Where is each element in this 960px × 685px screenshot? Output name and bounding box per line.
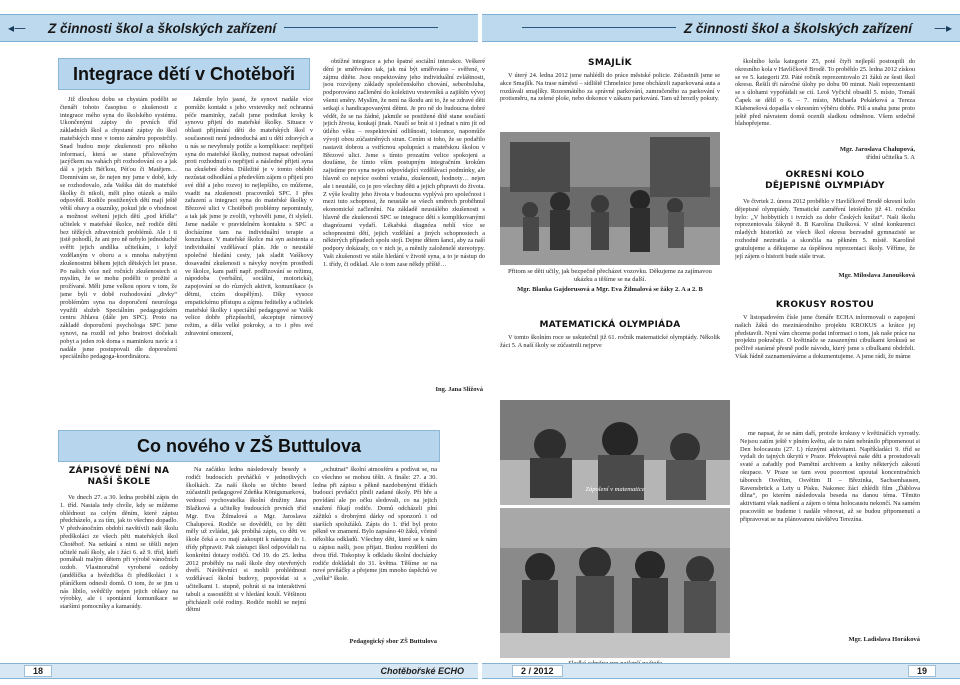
section-heading-zapisove: ZÁPISOVÉ DĚNÍ NA NAŠÍ ŠKOLE xyxy=(68,466,170,487)
arrow-left-icon: ◂— xyxy=(8,21,27,35)
article-title: Co nového v ZŠ Buttulova xyxy=(136,435,361,456)
signature: Mgr. Jaroslava Chalupová, xyxy=(839,146,915,153)
section-heading-matematicka: MATEMATICKÁ OLYMPIÁDA xyxy=(539,320,681,330)
issue-number: 2 / 2012 xyxy=(512,665,563,677)
signature: Mgr. Ladislava Horáková xyxy=(848,636,920,643)
article-text: Na začátku ledna následovaly besedy s rodiči budoucích prvňáčků v jednotlivých školkách. Za naší školu se těchto besed zúčastnili pedagogové Zdeňka Königsmarková, vedoucí vychovatelka školní družiny Jana Blažková a učitelky budoucích prvních tříd Mgr. Eva Žilmalová a Mgr. Jaroslava Chalupová. Rodiče se dověděli, co by děti měly už zvládat, jak probíhá zápis, co děti ve škole čeká a co mají zakoupit k nástupu do 1. třídy připravit. Pak zástupci škol odpovídali na konkrétní dotazy rodičů. Od 19. do 25. ledna 2012 proběhly na naší škole dny otevřených dveří. Návštěvníci si mohli prohlédnout vzdělávací školní budovy, popovídat si s učitelkami 1. stupně, pohrát si na interaktivní tabuli a zasoutěžit si v hledání koulí. Většinou přicházeli celé rodiny. Rodiče mohli se nejmí dětmi xyxy=(186,466,306,614)
header-title-right: Z činnosti škol a školských zařízení xyxy=(676,21,920,36)
signature-role: třídní učitelka 5. A xyxy=(866,154,915,161)
article-column xyxy=(500,72,720,128)
article-text: obtížné integrace a jeho špatné sociální interakce. Veškeré dění je směřováno tak, jak má být směřováno – svěřené, v zájmu dítěte. Jsou respektovány jeho individuální zvláštnosti, jsou rozvíjeny základy společenského chování, sebeobsluha, podporováno začlenění do kolektivu vrstevníků a zajištěn vývoj všemi směry. Myslím, že není na škodu ani to, že se zdravé děti setkají s handicapovanými dětmi. Je pro ně do budoucna dobré vědět, že se na žádné, jakmile se postižené dítě stane součástí jejich života, koukají jinak. Naučí se brát si i jednat s nim jít od útlého věku – respektování odlišnosti, tolerance, napomůže vývoji obou zúčastněných stran. Cením si toho, že se podařilo nastavit dobrou a vstřícnou spolupráci s mateřskou školou v Březové ulici. Jsme s tímto prozatím velice spokojeni a doufáme, že tímto vším postupným integračním krokům zajistíme pro syna nejen odpovídající vzdělávací podmínky, ale hlavně co nejvíce osobní vztahu, zkušenosti, hodnoty… nejen ale i neustálé, co je pro všechny děti a jejich připravit do života. Z výše kvality jeho života v budoucnu vyplývá pro společnost i mezi tuto schopnost, že neustále se všech směrech proběhnul ekonomické začlenění. Na základě neustálého zkušenosti s hlavně dle zkušeností SPC se integrace dětí s komplikovanými diagnózami vydaří. Lékařská diagnóza nehlí více se schopnostmi dětí, jejich vzdělání a jiných schopnostech a některých případech spolu stojí. Dejme dětem šanci, aby za naší podpory dokázaly, co v nich je, a měnily založenelé stereotypy. Vaši zkušenosti ve stále hledání v životě syna, a to je nástup do 1. třídy, či odklad. Ale o tom zase někdy příště… xyxy=(323,58,485,268)
signature: Mgr. Blanka Gajdorusová a Mgr. Eva Žilmalová se žáky 2. A a 2. B xyxy=(517,286,703,293)
article-column xyxy=(313,466,437,636)
section-heading-krokusy: KROKUSY ROSTOU xyxy=(775,300,875,310)
article-text: Jakmile bylo jasné, že synovi nadále více pomůže kontakt s jeho vrstevníky než ochranná péče maminky, začali jsme podnikat kroky k synovu přijetí do mateřské školky. Situace v oblasti přijímání dětí do mateřských škol v současnosti není jednoduchá ani u dětí zdravých a u nás se nevyhnuly potíže a komplikace: nepřijetí syna do mateřské školky, nutnost napsat odvolání proti rozhodnutí o nepřijetí a následné přijetí syna na zkušební dobu. Důležité je v tomto období nezůstat odhodlání a především zájem o přijetí pro své dítě a jeho rozvoj to nejlepšího, co můžeme, vsadit na zkušenosti pracovníků SPC. I přes zařazení a integraci syna do mateřské školky v Březové ulici v Chotěboři problémy nepominuly, a tak jak jsme je zvolili, vyhověli jsme, či slyšeli. Jsme nadále v pravidelném kontaktu s SPC a docházíme tam na individuální terapie a konzultace. V mateřské školce má syn asistenta a individuální vzdělávací plán. Jde o neustálé společné hledání cesty, jak sladit Vašíkovy dosavadní zkušenosti s návyky novým prostředí ve školce, kam patří např. podřizování se režimu, nápodoba (verbální, sociální, motorická), zapojování se do různých aktivit, komunikace (s dětmi, cizím dospělým). Díky vysoce empatickému přístupu a zájmu ředitelky a učitelek mateřské školky i speciální pedagogové se Vašík velice dobře přizpůsobil, akceptuje rámcový režim, a děla velké pokroky, a to i přes své zdravotní omezení, xyxy=(185,96,313,337)
section-heading-okresni: OKRESNÍ KOLO DĚJEPISNÉ OLYMPIÁDY xyxy=(765,170,885,191)
photo-smajlik xyxy=(500,132,720,265)
arrow-right-icon: —▸ xyxy=(933,21,952,35)
article-text: Ve čtvrtek 2. února 2012 proběhlo v Havlíčkově Brodě okresní kolo dějepisné olympiády. Tematické zaměření letošního již 41. ročníku bylo: „V hobbytiích i tvrzích za dobr Českých knížat“. Naši školu reprezentovala žákyně 8. B Karolína Dušková. V silné konkurenci mladých historiků ze všech škol okresu bezvadně gymnazisté se rozhodně neztratila a skončila na pěkném 5. místě. Karolíně gratulujeme a děkujeme za úspěšnou reprezentaci školy. Věříme, že její zájem o historii bude stále trvat. xyxy=(735,198,915,260)
article-text: V tomto školním roce se uskutečnil již 61. ročník matematické olympiády. Několik žáci 5. A naší školy se zúčastnili nejprve xyxy=(500,334,720,349)
article-text: V úterý 24. ledna 2012 jsme nahlédli do práce městské policie. Zúčastnili jsme se akce Smajlík. Na trase náměstí – sídliště Chmelnice jsme obcházeli zaparkovaná auta a rozdávali smajlíky. Rozesmátého za správné parkování, zamračeného za parkování v protisměru, na zelené ploše, nebo dokonce v zákazu parkování. Tam už hrozily pokuty. xyxy=(500,72,720,103)
page-number-left: 18 xyxy=(24,665,52,677)
article-column xyxy=(735,58,915,144)
signature: Pedagogický sbor ZŠ Buttulova xyxy=(349,638,437,645)
article-column xyxy=(60,96,177,416)
footer-left xyxy=(0,663,478,679)
article-text: „ochutnat“ školní atmosféru a podívat se, na co všechno se mohou těšit. A finále: 27. a 30. ledna při zápisu s pěkně nazdobenými třídách budoucí prvňáčci plnili zadané úkoly. Při hře a povídání ale po očku sledovali, co na jejich snažení říkají rodiče. Domů odcházeli plní zážitků s drobnými dárky od sponzorů i od starších spolužáků. Zápis do 1. tříd byl proto pěkně ve znamení. Bylo zapsáno 40 žáků, včetně několika odkladů. Všechny děti, které se k nám u zápisu našli, jsou přijati. Budou rozdělení do dvou tříd. Tiskopisy k odkladu školní docházky rodiče dokládali do 31. května. Těšíme se na nové prvňáčky a přejeme jim mnoho úspěchů ve „velké“ škole. xyxy=(313,466,437,583)
article-column xyxy=(185,96,313,420)
article-column xyxy=(740,430,920,630)
article-column xyxy=(60,494,178,646)
article-text: me napsat, že se nám daří, protože krokusy v květináčích vyrostly. Nejsou zatím ještě v plném květu, ale to nám nebránilo připomenout si Den holocaustu (27. I.) různými aktivitami. Napříkladáci 9. tříd se vydali do tajných úkrytů v Praze. Překvapivá naše děti a prostudovali svaté a zařadily pod Pamětní archivem a knihy některých zákoutí okupace. V Praze se tam svou pozornost upoutal koncentračních táborech Osvětim, Osvětim II – Březinka, Sachsenhausen, Ravensbrück a Lety u Písku. Nakonec žáci zhlédli film „Ďáblova dílna“, po kterém následovala beseda na danou téma. Těmito aktivitami však nadšení a zájem o téma holocaustu nekončí. Na samém pracovišti se budeme i nadále věnovat, až se budou připomenutí a připravovat se na plánovanou návštěvu Terezína. xyxy=(740,430,920,523)
signature: Mgr. Miloslava Janoušková xyxy=(838,272,915,279)
article-text: Ve dnech 27. a 30. ledna proběhl zápis do 1. tříd. Nastala tedy chvíle, kdy se můžeme ohlédnout za celým děním, které zápisu předcházelo, a za tím, jak to všechno dopadlo. V předvánočním období navštívili naši školu předškoláci ze všech pěti mateřských škol Chotěboř. Na setkání s nimi se těšili nejen učitelé naší školy, ale i žáci 6. až 9. tříd, kteří pomáhali malým dětem při výrobě vánočních ozdob. Vlastnoručně vyrobené ozdoby (andělíčka a hvězdička či předškoláci i s přáníčkem odnesli domů. O tom, že se jim u nás líbilo, svědčily nejen jejich ohlasy na výrobky, ale i spontánní komunikace se staršími pomocníky a kamarády. xyxy=(60,494,178,611)
article-title: Integrace dětí v Chotěboři xyxy=(72,63,296,84)
article-banner-integrace xyxy=(58,58,310,90)
page-number-right: 19 xyxy=(908,665,936,677)
section-heading-smajlik: SMAJLÍK xyxy=(588,58,632,68)
footer-right xyxy=(482,663,960,679)
article-text: V listopadovém čísle jsme čtenáře ECHA informovali o zapojení našich žáků do mezinárodního projektu KROKUS a krátce jej představili. Nyní vám chceme podat informaci o tom, jak naše práce na projektu pokračuje. O květináče se zasazenými cibulkami krokusů se pečlivě starámé přesně podle návodu, který jsme s cibulkami obdrželi. Však řádně zaznamenáváme a dokumentujeme. A jsme rádi, že máme xyxy=(735,314,915,360)
magazine-name: Chotěbořské ECHO xyxy=(380,666,464,676)
article-column xyxy=(735,198,915,268)
header-title-left: Z činnosti škol a školských zařízení xyxy=(40,21,284,36)
article-column xyxy=(186,466,306,650)
article-column xyxy=(500,334,720,356)
article-text: školního kola kategorie Z5, poté čtyři nejlepší postoupili do okresního kola v Havlíčkově Brodě. To proběhlo 25. ledna 2012 získou se ve 5. kategorii Z9. Páté ročník reprezentovalo 21 žáků ze šesti škol okresu. Řešili tři náročné úlohy po dobu 90 minut. Naši reprezentanti se s úlohami vypořádali se ctí. Leoš Vyčichl obsadil 5. místo, Tomáš Čapek se dělil o 6. – 7. místo, Michaela Pekárková a Tereza Klabenešová dopadla v okresním výběru dobře. Pilí a snahu jsme proto ještě před návratem domů ocenili sladkou odměnou. Všem srdečně blahopřejeme. xyxy=(735,58,915,128)
signature: Ing. Jana Sližová xyxy=(435,386,483,393)
article-text: Již dlouhou dobu se chystám podělit se čtenáři tohoto časopisu o zkušenosti z integrace mého syna do školského systému. Ukončenými zápisy do prvních tříd základních škol a chystané zápisy do škol mateřských mne v tomto záměru popostrčily. Snad budou moje zkušenosti pro někoho informací, která se stane příslovečným jazýčkem na vahách při rozhodování co a jak dál s jejich Béťkou, Péťou či Matějem… Domnívám se, že nejen my jsme v době, kdy se rozhodovalo, zda Vašíka dát do mateřské školky či nikoli, měli plno otázek a málo odpovědí. Rodiče postižených dětí mají ještě větší obavy a otazníky, pokud jde o vhodnost a možnost světení jejich dětí „pod křídla“ učitelek v mateřské školce, než rodiče dětí bez těžkých zdravotních problémů. Ale i ti jistě pohodlí, že ani pro ně nebylo jednoduché svěřit jejich andílka učitelkám, i když vzdělaným v oboru a s mnoha nabytými zkušenostmi během jejich dětských let praxe. Po našich více než ročních zkušenostech si myslím, že se mohu podělit o prožité a prožívané. Měli jsme velkou oporu v tom, že jsme byli v době rozhodování „divky“ problémům syna na doporučení neurologa využili služeb Speciálním pedagogickém centru Jihlava (dále jen SPC). Proto na základě doporučení psychologa SPC jsme synovi, na rozdíl od jeho bratrovi dočekali pobyt a jeden rok doma s maminkou navíc a i nadále jsme postupovali dle doporučení speciálního pedagoga-koordinátora. xyxy=(60,96,177,361)
article-banner-buttulova xyxy=(58,430,440,462)
photo-caption: Zápolení v matematice xyxy=(585,486,645,493)
header-band-right xyxy=(482,14,960,42)
article-column xyxy=(323,58,485,380)
article-column xyxy=(735,314,915,424)
header-band-left xyxy=(0,14,478,42)
photo-caption: Přitom se děti učily, jak bezpečně přecházet vozovku. Děkujeme za zajímavou ukázku a těšíme se na další. xyxy=(508,268,712,283)
photo-odmena xyxy=(500,508,730,658)
